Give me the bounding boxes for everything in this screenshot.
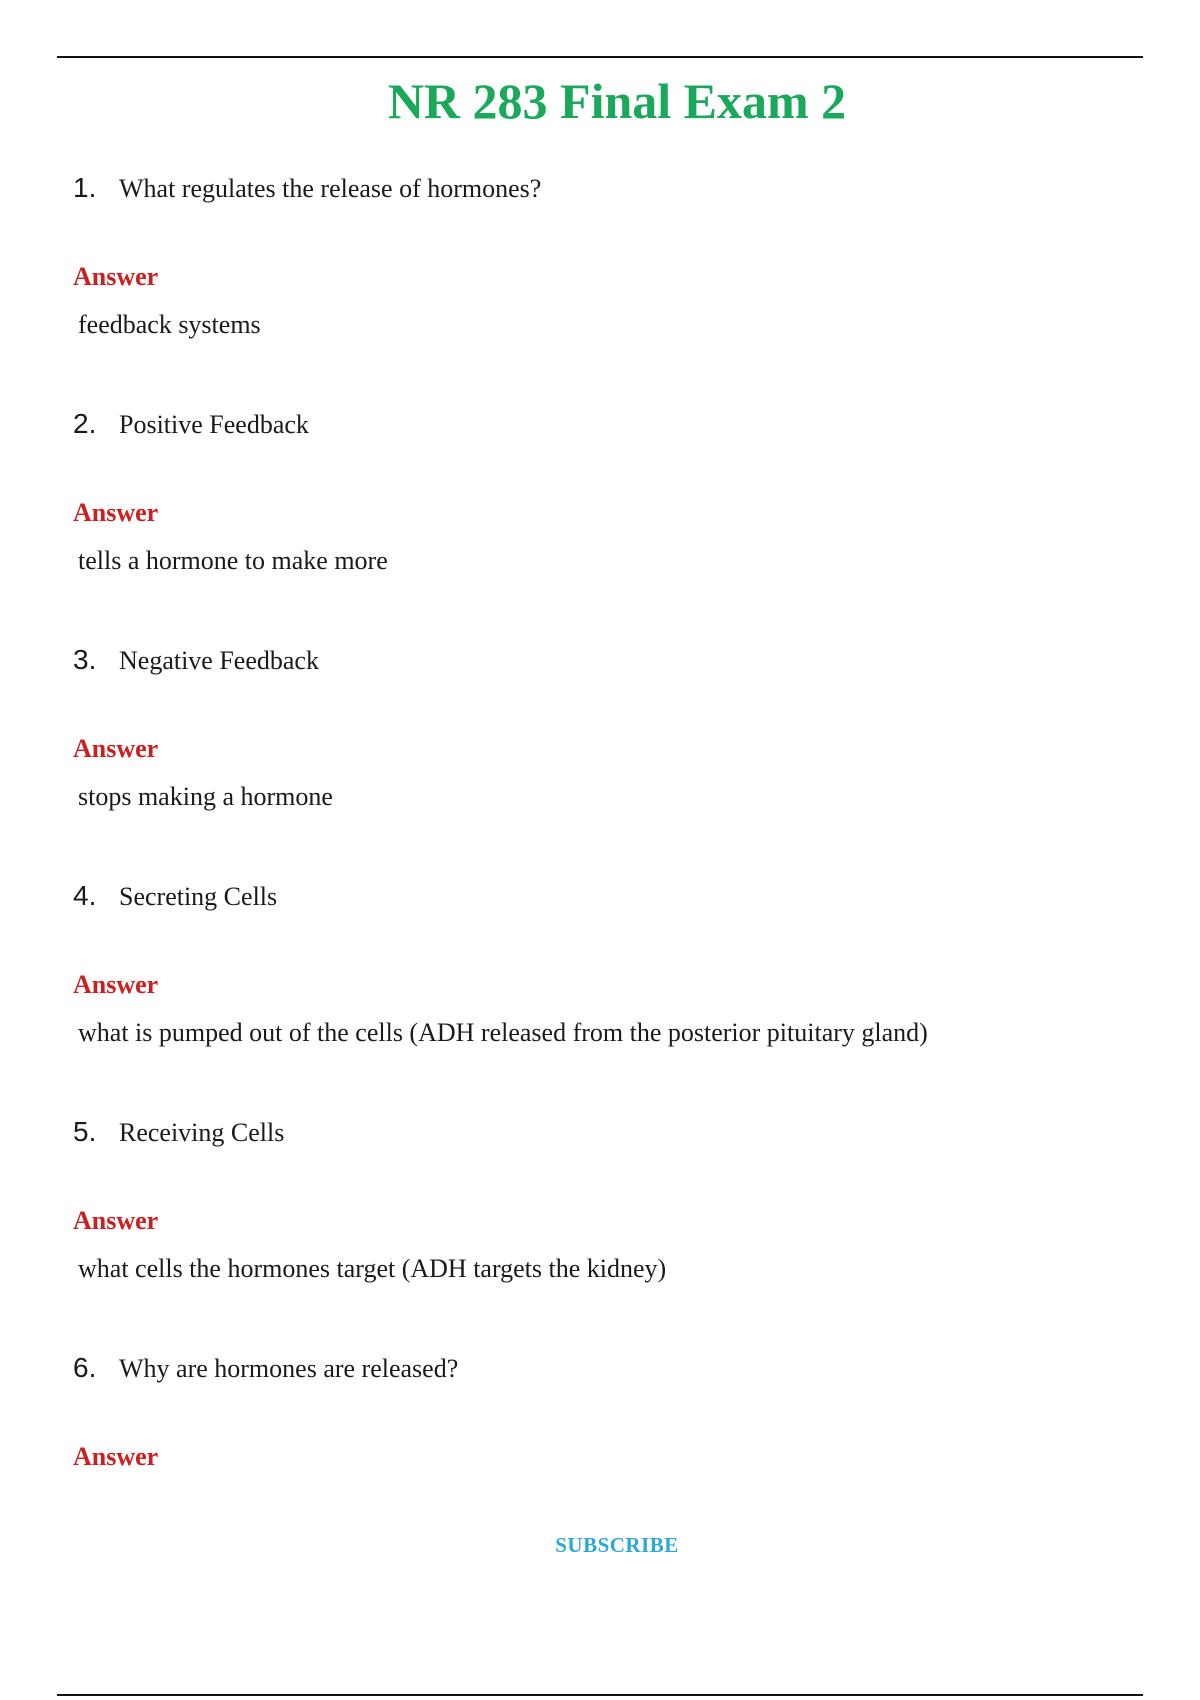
question-block-5 <box>73 1116 1133 1290</box>
answer-label: Answer <box>73 1442 159 1471</box>
answer-label: Answer <box>73 1206 159 1235</box>
answer-label: Answer <box>73 498 159 527</box>
answer-label: Answer <box>73 970 159 999</box>
subscribe-link[interactable]: SUBSCRIBE <box>555 1533 679 1557</box>
answer-label: Answer <box>73 262 159 291</box>
question-number: 1. <box>73 172 97 203</box>
question-number: 2. <box>73 408 97 439</box>
question-text: Secreting Cells <box>119 882 278 911</box>
question-block-3 <box>73 644 1133 818</box>
question-block-2 <box>73 408 1133 582</box>
answer-text: tells a hormone to make more <box>78 546 388 575</box>
question-number: 4. <box>73 880 97 911</box>
question-text: Negative Feedback <box>119 646 319 675</box>
question-text: Why are hormones are released? <box>119 1354 459 1383</box>
answer-text: stops making a hormone <box>78 782 333 811</box>
question-text: Positive Feedback <box>119 410 309 439</box>
question-number: 6. <box>73 1352 97 1383</box>
page-title: NR 283 Final Exam 2 <box>387 73 847 129</box>
bottom-rule <box>57 1694 1143 1696</box>
question-block-6 <box>73 1352 1133 1478</box>
top-rule <box>57 56 1143 58</box>
question-text: Receiving Cells <box>119 1118 285 1147</box>
answer-text: what is pumped out of the cells (ADH released from the posterior pituitary gland) <box>78 1018 928 1047</box>
question-text: What regulates the release of hormones? <box>119 174 542 203</box>
answer-text: feedback systems <box>78 310 261 339</box>
question-block-1 <box>73 172 1133 346</box>
question-block-4 <box>73 880 1133 1054</box>
answer-label: Answer <box>73 734 159 763</box>
question-number: 3. <box>73 644 97 675</box>
question-number: 5. <box>73 1116 97 1147</box>
answer-text: what cells the hormones target (ADH targets the kidney) <box>78 1254 667 1283</box>
